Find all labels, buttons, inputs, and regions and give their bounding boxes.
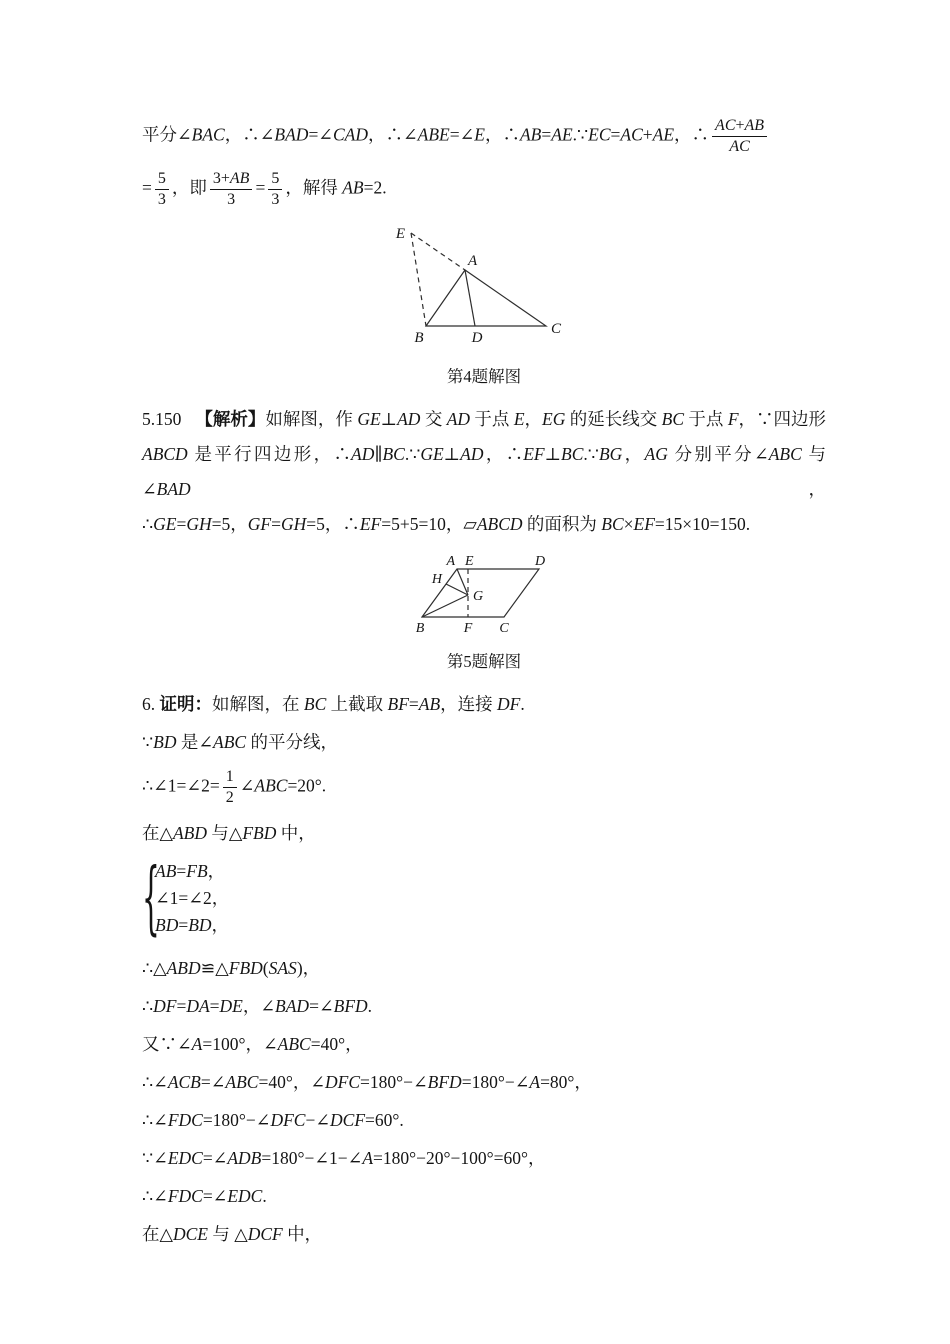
fraction-numerator: 1 bbox=[223, 767, 237, 788]
problem6-line-1 bbox=[142, 691, 826, 717]
problem5-analysis-tag: 【解析】 bbox=[195, 409, 266, 429]
fraction bbox=[223, 767, 237, 808]
system-row: BD=BD， bbox=[155, 915, 230, 935]
fraction bbox=[155, 169, 169, 210]
point-label-H: H bbox=[431, 572, 442, 587]
figure-5 bbox=[409, 552, 559, 673]
system-row: ∠1=∠2， bbox=[155, 888, 230, 908]
problem6-line-4 bbox=[142, 820, 826, 846]
problem6-line-7 bbox=[142, 1031, 826, 1057]
problem5-line-1 bbox=[142, 402, 826, 437]
system-row: AB=FB， bbox=[155, 861, 226, 881]
problem4-line-1 bbox=[142, 116, 826, 157]
fraction-numerator: 3+AB bbox=[210, 169, 253, 190]
problem5-line-2-text: ABCD 是平行四边形，∴AD∥BC.∵GE⊥AD，∴EF⊥BC.∵BG，AG 分别平分∠ABC 与∠BAD， bbox=[142, 444, 827, 499]
segment-BG bbox=[422, 595, 468, 617]
segment-AD bbox=[465, 270, 475, 326]
problem6-line-3-post: ∠ABC=20°. bbox=[239, 775, 327, 796]
problem6-solution bbox=[142, 691, 826, 1247]
point-label-E: E bbox=[465, 554, 474, 569]
problem4-line-2-mid: ，即 bbox=[171, 177, 207, 198]
equals-sign: = bbox=[255, 177, 266, 198]
problem5-solution bbox=[142, 402, 826, 542]
problem6-line-8-text: ∴∠ACB=∠ABC=40°，∠DFC=180°−∠BFD=180°−∠A=80°， bbox=[142, 1072, 592, 1092]
problem6-line-9-text: ∴∠FDC=180°−∠DFC−∠DCF=60°. bbox=[142, 1110, 404, 1130]
problem6-line-6-text: ∴DF=DA=DE，∠BAD=∠BFD. bbox=[142, 996, 373, 1016]
problem4-line-2-tail: ，解得 AB=2. bbox=[285, 177, 387, 198]
dashed-segment-EB bbox=[411, 233, 426, 326]
point-label-A: A bbox=[446, 554, 455, 569]
fraction bbox=[268, 169, 282, 210]
problem6-intro-text: 如解图，在 BC 上截取 BF=AB，连接 DF. bbox=[212, 694, 525, 714]
problem6-line-9 bbox=[142, 1107, 826, 1133]
dashed-segment-EA bbox=[411, 233, 465, 270]
problem6-line-5-text: ∴△ABD≌△FBD(SAS)， bbox=[142, 958, 321, 978]
problem6-line-2-text: ∵BD 是∠ABC 的平分线， bbox=[142, 732, 338, 752]
problem6-line-12-text: 在△DCE 与 △DCF 中， bbox=[142, 1224, 323, 1244]
segment-AG bbox=[457, 569, 468, 595]
problem6-line-3 bbox=[142, 767, 826, 808]
fraction bbox=[210, 169, 253, 210]
fraction bbox=[712, 116, 767, 157]
problem5-number: 5.150 bbox=[142, 409, 182, 429]
fraction-numerator: 5 bbox=[268, 169, 282, 190]
fraction-denominator: AC bbox=[729, 138, 750, 155]
problem6-line-8 bbox=[142, 1069, 826, 1095]
fraction-denominator: 3 bbox=[157, 191, 166, 208]
problem5-line-3-text: ∴GE=GH=5，GF=GH=5，∴EF=5+5=10，▱ABCD 的面积为 BC×EF=15×10=150. bbox=[142, 514, 751, 534]
problem6-line-7-text: 又∵∠A=100°，∠ABC=40°， bbox=[142, 1034, 363, 1054]
problem6-line-11 bbox=[142, 1183, 826, 1209]
figure-4 bbox=[389, 222, 579, 388]
figure-5-diagram bbox=[409, 552, 559, 637]
problem6-line-10 bbox=[142, 1145, 826, 1171]
problem6-line-12 bbox=[142, 1221, 826, 1247]
point-label-B: B bbox=[414, 330, 424, 346]
point-label-A: A bbox=[468, 253, 478, 269]
fraction-denominator: 3 bbox=[271, 191, 280, 208]
problem6-line-5 bbox=[142, 955, 826, 981]
point-label-E: E bbox=[395, 226, 405, 242]
segment-HG bbox=[446, 584, 468, 595]
problem6-line-6 bbox=[142, 993, 826, 1019]
problem4-line-1-text: 平分∠BAC，∴∠BAD=∠CAD，∴∠ABE=∠E，∴AB=AE.∵EC=AC+AE，∴ bbox=[142, 124, 710, 145]
point-label-F: F bbox=[463, 621, 473, 636]
point-label-B: B bbox=[415, 621, 425, 636]
point-label-C: C bbox=[551, 321, 562, 337]
problem6-number: 6. bbox=[142, 694, 156, 714]
fraction-denominator: 2 bbox=[225, 789, 234, 806]
point-label-C: C bbox=[499, 621, 509, 636]
point-label-D: D bbox=[534, 554, 546, 569]
equals-sign: = bbox=[142, 177, 152, 198]
figure-5-caption: 第5题解图 bbox=[446, 652, 522, 671]
problem4-line-2 bbox=[142, 169, 826, 210]
problem5-line-3 bbox=[142, 507, 826, 542]
triangle-ABC-outline bbox=[426, 270, 546, 326]
figure-4-diagram bbox=[389, 222, 579, 352]
problem6-line-2 bbox=[142, 729, 826, 755]
fraction-denominator: 3 bbox=[227, 191, 236, 208]
problem5-line-1-text: 如解图，作 GE⊥AD 交 AD 于点 E，EG 的延长线交 BC 于点 F，∵四边形 bbox=[265, 409, 827, 429]
problem6-line-11-text: ∴∠FDC=∠EDC. bbox=[142, 1186, 267, 1206]
point-label-G: G bbox=[473, 589, 484, 604]
figure-4-caption: 第4题解图 bbox=[446, 367, 522, 386]
problem6-line-4-text: 在△ABD 与△FBD 中， bbox=[142, 823, 316, 843]
fraction-numerator: 5 bbox=[155, 169, 169, 190]
equation-system bbox=[142, 850, 826, 945]
problem6-line-3-pre: ∴∠1=∠2= bbox=[142, 775, 220, 796]
point-label-D: D bbox=[471, 330, 483, 346]
problem5-line-2 bbox=[142, 437, 826, 507]
problem6-proof-label: 证明： bbox=[159, 694, 212, 714]
problem6-line-10-text: ∵∠EDC=∠ADB=180°−∠1−∠A=180°−20°−100°=60°， bbox=[142, 1148, 546, 1168]
equation-system-rows bbox=[155, 858, 229, 939]
figure-4-edges bbox=[411, 233, 546, 326]
left-brace: { bbox=[142, 850, 160, 945]
fraction-numerator: AC+AB bbox=[712, 116, 767, 137]
